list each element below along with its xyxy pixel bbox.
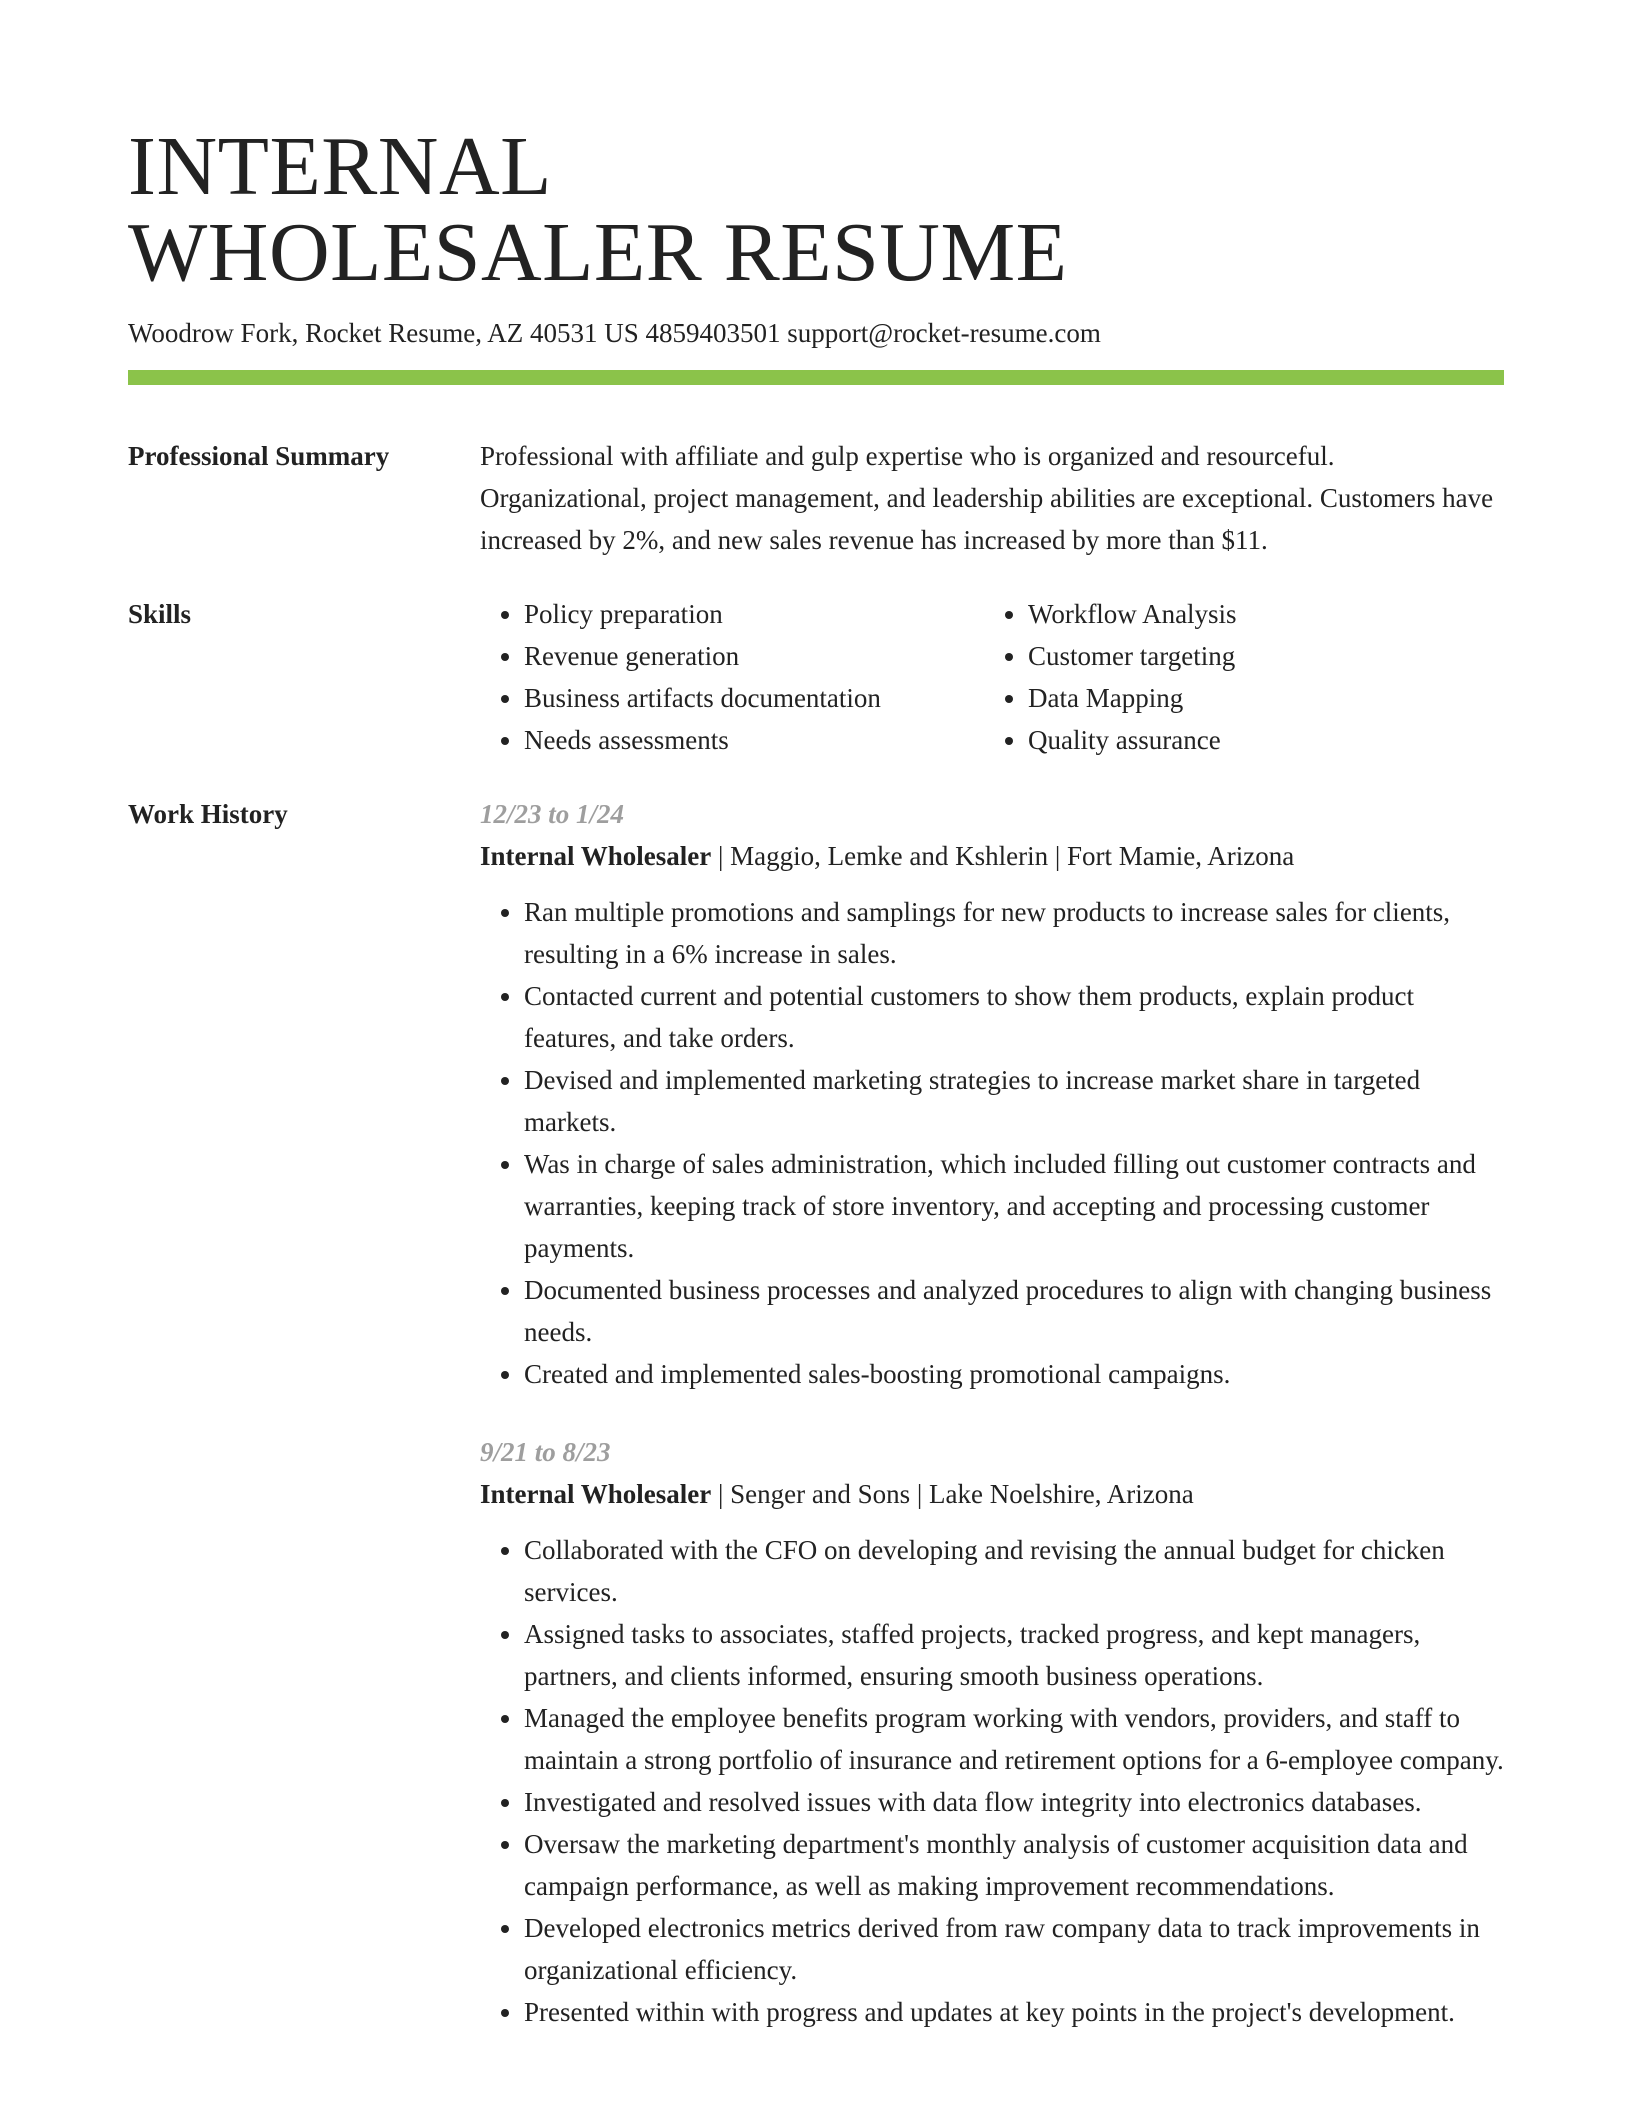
- job-dates: 9/21 to 8/23: [480, 1437, 611, 1467]
- job-title-line: [480, 835, 1504, 877]
- accent-divider: [128, 370, 1504, 385]
- job-bullet: • Devised and implemented marketing strategies to increase market share in targeted markets.: [524, 1059, 1504, 1143]
- job-entry: [480, 1431, 1504, 2033]
- skills-heading: Skills: [128, 599, 192, 629]
- resume-title-line-2: WHOLESALER RESUME: [128, 206, 1068, 299]
- job-details: | Senger and Sons | Lake Noelshire, Arizona: [711, 1479, 1194, 1509]
- work-history-section: [128, 793, 1504, 2069]
- skills-list-right: [984, 593, 1488, 761]
- skill-item: • Customer targeting: [1028, 635, 1488, 677]
- skill-item: • Policy preparation: [524, 593, 984, 635]
- skills-list-left: [480, 593, 984, 761]
- job-details: | Maggio, Lemke and Kshlerin | Fort Mamie, Arizona: [711, 841, 1295, 871]
- job-title-line: [480, 1473, 1504, 1515]
- job-bullet: • Investigated and resolved issues with data flow integrity into electronics databases.: [524, 1781, 1504, 1823]
- resume-title: [128, 120, 1504, 299]
- job-bullet: • Was in charge of sales administration, which included filling out customer contracts and warranties, keeping track of store inventory, and accepting and processing customer payments.: [524, 1143, 1504, 1269]
- skill-item: • Business artifacts documentation: [524, 677, 984, 719]
- job-role: Internal Wholesaler: [480, 841, 712, 871]
- summary-section: [128, 435, 1504, 561]
- work-history-body: [480, 793, 1504, 2069]
- job-bullet: • Assigned tasks to associates, staffed projects, tracked progress, and kept managers, partners, and clients informed, ensuring smooth business operations.: [524, 1613, 1504, 1697]
- job-bullet: • Oversaw the marketing department's monthly analysis of customer acquisition data and campaign performance, as well as making improvement recommendations.: [524, 1823, 1504, 1907]
- skill-item: • Revenue generation: [524, 635, 984, 677]
- summary-heading: Professional Summary: [128, 441, 390, 471]
- skills-columns: [480, 593, 1504, 761]
- job-entry: [480, 793, 1504, 1395]
- skill-item: • Workflow Analysis: [1028, 593, 1488, 635]
- job-bullet: • Presented within with progress and updates at key points in the project's development.: [524, 1991, 1504, 2033]
- skill-item: • Needs assessments: [524, 719, 984, 761]
- resume-title-line-1: INTERNAL: [128, 120, 552, 213]
- job-bullet-list: [480, 1529, 1504, 2033]
- job-bullet: • Managed the employee benefits program working with vendors, providers, and staff to maintain a strong portfolio of insurance and retirement options for a 6-employee company.: [524, 1697, 1504, 1781]
- job-bullet-list: [480, 891, 1504, 1395]
- summary-text: Professional with affiliate and gulp expertise who is organized and resourceful. Organizational, project management, and leadership abilities are exceptional. Customers have increased by 2%, and new sales revenue has increased by more than $11.: [480, 441, 1494, 555]
- skill-item: • Data Mapping: [1028, 677, 1488, 719]
- job-bullet: • Ran multiple promotions and samplings for new products to increase sales for clients, resulting in a 6% increase in sales.: [524, 891, 1504, 975]
- resume-page: [128, 120, 1504, 2069]
- job-dates: 12/23 to 1/24: [480, 799, 625, 829]
- skills-section: [128, 593, 1504, 761]
- job-bullet: • Contacted current and potential customers to show them products, explain product features, and take orders.: [524, 975, 1504, 1059]
- job-role: Internal Wholesaler: [480, 1479, 712, 1509]
- contact-line: Woodrow Fork, Rocket Resume, AZ 40531 US 4859403501 support@rocket-resume.com: [128, 318, 1101, 348]
- work-history-heading: Work History: [128, 799, 288, 829]
- job-bullet: • Documented business processes and analyzed procedures to align with changing business needs.: [524, 1269, 1504, 1353]
- job-bullet: • Collaborated with the CFO on developing and revising the annual budget for chicken services.: [524, 1529, 1504, 1613]
- job-bullet: • Developed electronics metrics derived from raw company data to track improvements in organizational efficiency.: [524, 1907, 1504, 1991]
- skill-item: • Quality assurance: [1028, 719, 1488, 761]
- job-bullet: • Created and implemented sales-boosting promotional campaigns.: [524, 1353, 1504, 1395]
